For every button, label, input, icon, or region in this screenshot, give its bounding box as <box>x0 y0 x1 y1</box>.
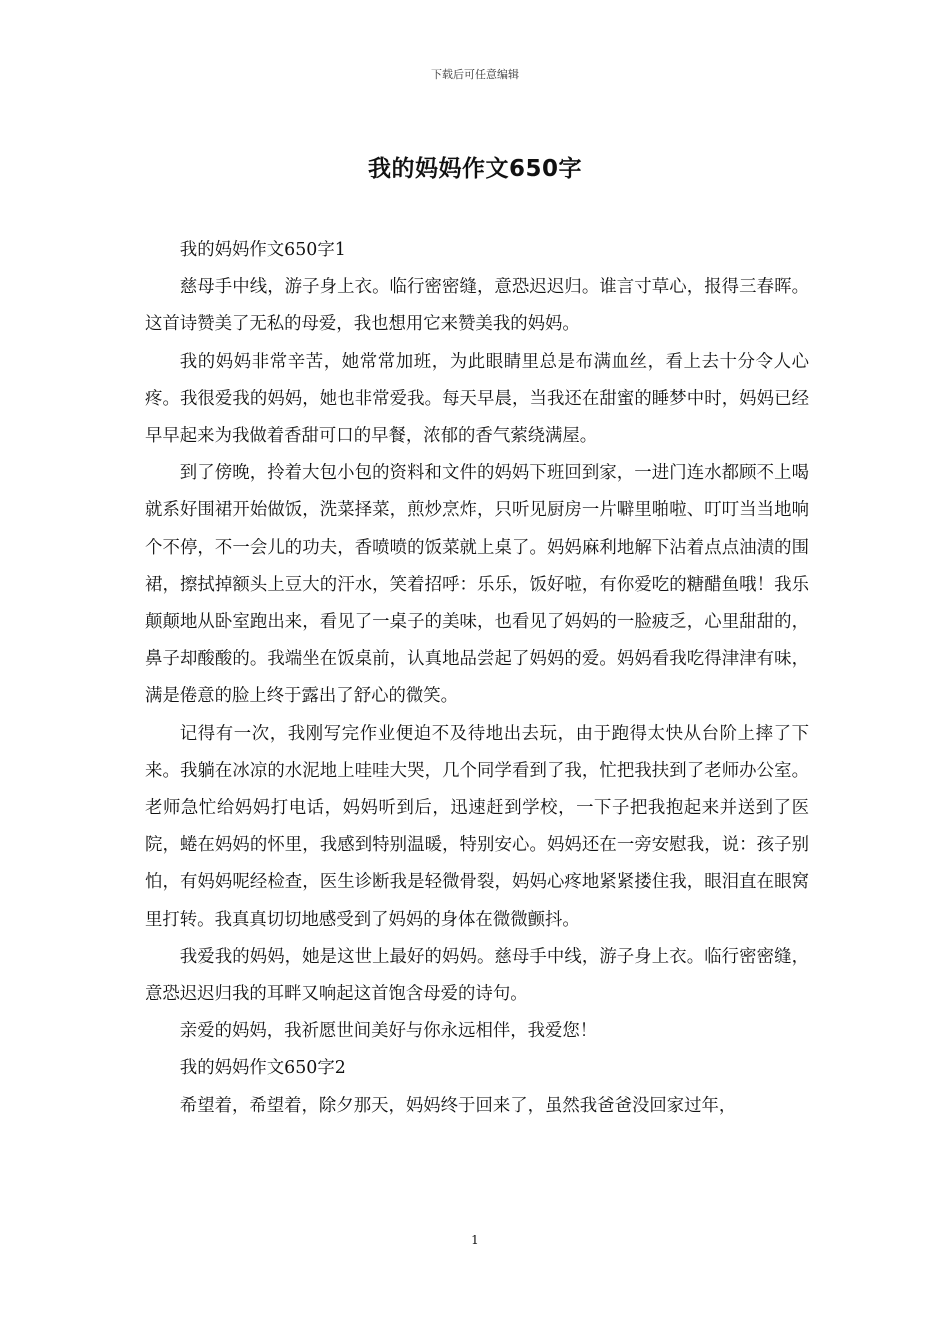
paragraph: 亲爱的妈妈，我祈愿世间美好与你永远相伴，我爱您！ <box>179 1021 598 1042</box>
paragraph: 到了傍晚，拎着大包小包的资料和文件的妈妈下班回到家，一进门连水都顾不上喝就系好围裙开始做饭，洗菜择菜，煎炒烹炸，只听见厨房一片噼里啪啦、叮叮当当地响个不停，不一会儿的功夫，香喷喷的饭菜就上桌了。妈妈麻利地解下沾着点点油渍的围裙，擦拭掉额头上豆大的汗水，笑着招呼：乐乐，饭好啦，有你爱吃的糖醋鱼哦！我乐颠颠地从卧室跑出来，看见了一桌子的美味，也看见了妈妈的一脸疲乏，心里甜甜的，鼻子却酸酸的。我端坐在饭桌前，认真地品尝起了妈妈的爱。妈妈看我吃得津津有味，满是倦意的脸上终于露出了舒心的微笑。 <box>145 463 809 707</box>
paragraph: 我爱我的妈妈，她是这世上最好的妈妈。慈母手中线，游子身上衣。临行密密缝，意恐迟迟归我的耳畔又响起这首饱含母爱的诗句。 <box>145 946 809 1005</box>
header-note: 下载后可任意编辑 <box>431 68 519 81</box>
paragraph: 记得有一次，我刚写完作业便迫不及待地出去玩，由于跑得太快从台阶上摔了下来。我躺在冰凉的水泥地上哇哇大哭，几个同学看到了我，忙把我扶到了老师办公室。老师急忙给妈妈打电话，妈妈听到后，迅速赶到学校，一下子把我抱起来并送到了医院，蜷在妈妈的怀里，我感到特别温暖，特别安心。妈妈还在一旁安慰我，说：孩子别怕，有妈妈呢经检查，医生诊断我是轻微骨裂，妈妈心疼地紧紧搂住我，眼泪直在眼窝里打转。我真真切切地感受到了妈妈的身体在微微颤抖。 <box>145 723 809 930</box>
page-title: 我的妈妈作文650字 <box>367 156 582 182</box>
paragraph: 慈母手中线，游子身上衣。临行密密缝，意恐迟迟归。谁言寸草心，报得三春晖。这首诗赞美了无私的母爱，我也想用它来赞美我的妈妈。 <box>145 277 809 335</box>
section-heading-1: 我的妈妈作文650字1 <box>179 240 346 260</box>
paragraph: 我的妈妈非常辛苦，她常常加班，为此眼睛里总是布满血丝，看上去十分令人心疼。我很爱我的妈妈，她也非常爱我。每天早晨，当我还在甜蜜的睡梦中时，妈妈已经早早起来为我做着香甜可口的早餐，浓郁的香气萦绕满屋。 <box>145 351 809 447</box>
paragraph: 希望着，希望着，除夕那天，妈妈终于回来了，虽然我爸爸没回家过年， <box>179 1095 737 1116</box>
section-heading-2: 我的妈妈作文650字2 <box>179 1058 346 1079</box>
document-body <box>145 232 809 1125</box>
page-number: 1 <box>471 1233 479 1247</box>
